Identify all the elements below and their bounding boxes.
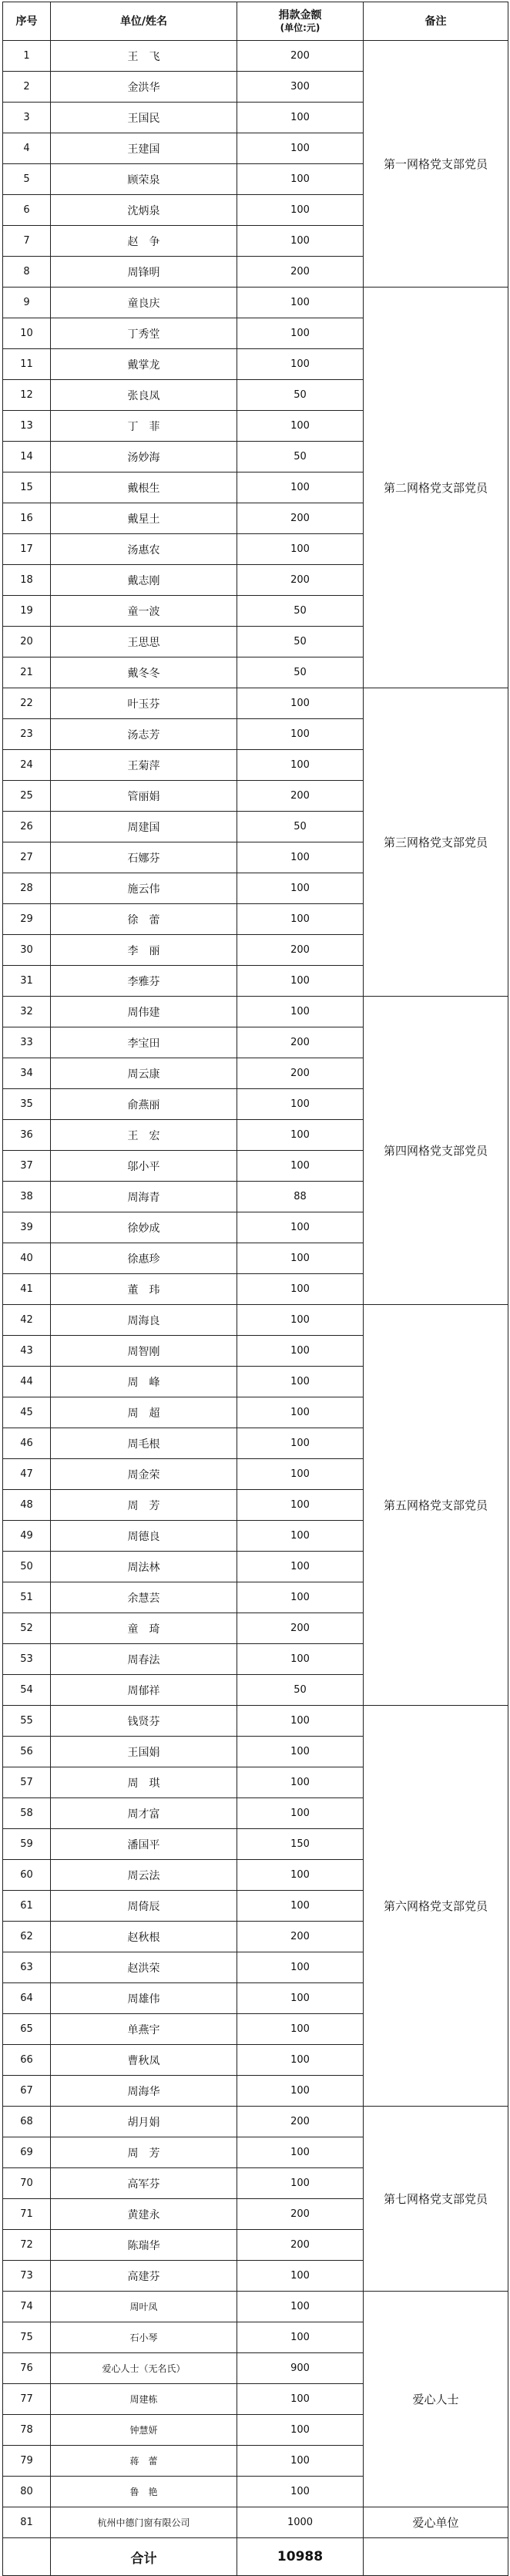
row-index: 36 xyxy=(3,1120,51,1151)
row-amount: 100 xyxy=(237,1983,364,2014)
row-index: 41 xyxy=(3,1274,51,1305)
row-index: 33 xyxy=(3,1027,51,1058)
row-amount: 100 xyxy=(237,1305,364,1336)
row-amount: 100 xyxy=(237,411,364,442)
row-name: 周叶凤 xyxy=(51,2292,237,2322)
table-row xyxy=(3,997,508,1027)
row-index: 37 xyxy=(3,1151,51,1182)
row-name: 徐 蕾 xyxy=(51,904,237,935)
row-name: 李宝田 xyxy=(51,1027,237,1058)
row-amount: 200 xyxy=(237,2230,364,2261)
row-index: 31 xyxy=(3,966,51,997)
row-index: 23 xyxy=(3,719,51,750)
row-index: 71 xyxy=(3,2199,51,2230)
row-index: 43 xyxy=(3,1336,51,1367)
table-row xyxy=(3,1305,508,1336)
row-index: 69 xyxy=(3,2137,51,2168)
row-amount: 100 xyxy=(237,966,364,997)
group-note: 爱心人士 xyxy=(364,2292,508,2507)
table-row xyxy=(3,1706,508,1737)
row-amount: 100 xyxy=(237,2137,364,2168)
row-name: 蒋 蕾 xyxy=(51,2446,237,2477)
row-index: 46 xyxy=(3,1428,51,1459)
row-name: 周海青 xyxy=(51,1182,237,1212)
row-amount: 100 xyxy=(237,873,364,904)
row-index: 35 xyxy=(3,1089,51,1120)
row-amount: 100 xyxy=(237,534,364,565)
row-amount: 100 xyxy=(237,997,364,1027)
row-name: 张良凤 xyxy=(51,380,237,411)
row-index: 8 xyxy=(3,257,51,288)
row-name: 高建芬 xyxy=(51,2261,237,2292)
header-amount-unit: (单位:元) xyxy=(280,22,320,33)
row-index: 51 xyxy=(3,1582,51,1613)
row-name: 李雅芬 xyxy=(51,966,237,997)
row-name: 陈瑞华 xyxy=(51,2230,237,2261)
row-amount: 100 xyxy=(237,1397,364,1428)
row-index: 38 xyxy=(3,1182,51,1212)
row-amount: 200 xyxy=(237,2199,364,2230)
row-amount: 100 xyxy=(237,2292,364,2322)
row-name: 周德良 xyxy=(51,1521,237,1552)
header-amount-label: 捐款金额 xyxy=(278,8,322,22)
row-index: 79 xyxy=(3,2446,51,2477)
row-index: 24 xyxy=(3,750,51,781)
row-amount: 100 xyxy=(237,1490,364,1521)
row-name: 周 芳 xyxy=(51,2137,237,2168)
total-row xyxy=(3,2538,508,2576)
row-name: 王国娟 xyxy=(51,1737,237,1767)
row-name: 顾荣泉 xyxy=(51,164,237,195)
row-name: 丁 菲 xyxy=(51,411,237,442)
row-amount: 100 xyxy=(237,288,364,318)
row-index: 25 xyxy=(3,781,51,812)
row-name: 俞燕丽 xyxy=(51,1089,237,1120)
row-amount: 200 xyxy=(237,1613,364,1644)
row-name: 王 宏 xyxy=(51,1120,237,1151)
row-index: 53 xyxy=(3,1644,51,1675)
row-name: 王思思 xyxy=(51,627,237,657)
row-index: 22 xyxy=(3,688,51,719)
row-name: 周 峰 xyxy=(51,1367,237,1397)
row-index: 40 xyxy=(3,1243,51,1274)
group-note: 第三网格党支部党员 xyxy=(364,688,508,997)
row-name: 汤妙海 xyxy=(51,442,237,472)
row-index: 20 xyxy=(3,627,51,657)
row-amount: 100 xyxy=(237,904,364,935)
row-name: 曹秋凤 xyxy=(51,2045,237,2076)
row-amount: 100 xyxy=(237,1582,364,1613)
row-name: 周海华 xyxy=(51,2076,237,2107)
row-amount: 100 xyxy=(237,2415,364,2446)
row-amount: 100 xyxy=(237,1952,364,1983)
row-index: 7 xyxy=(3,226,51,257)
row-amount: 100 xyxy=(237,2168,364,2199)
group-note: 第一网格党支部党员 xyxy=(364,41,508,288)
row-name: 赵 争 xyxy=(51,226,237,257)
group-note: 爱心单位 xyxy=(364,2507,508,2538)
row-amount: 100 xyxy=(237,2384,364,2415)
table-row xyxy=(3,688,508,719)
row-index: 16 xyxy=(3,503,51,534)
row-amount: 100 xyxy=(237,1336,364,1367)
row-index: 77 xyxy=(3,2384,51,2415)
row-name: 王国民 xyxy=(51,103,237,133)
header-amount xyxy=(237,2,364,41)
row-name: 施云伟 xyxy=(51,873,237,904)
row-name: 戴冬冬 xyxy=(51,657,237,688)
row-index: 76 xyxy=(3,2353,51,2384)
row-index: 68 xyxy=(3,2107,51,2137)
row-name: 周才富 xyxy=(51,1798,237,1829)
row-amount: 100 xyxy=(237,688,364,719)
row-name: 周 超 xyxy=(51,1397,237,1428)
row-amount: 100 xyxy=(237,1706,364,1737)
row-name: 周毛根 xyxy=(51,1428,237,1459)
header-row xyxy=(3,2,508,41)
total-amount: 10988 xyxy=(237,2538,364,2576)
row-name: 戴掌龙 xyxy=(51,349,237,380)
row-name: 石娜芬 xyxy=(51,842,237,873)
row-amount: 200 xyxy=(237,41,364,72)
row-amount: 200 xyxy=(237,935,364,966)
row-index: 34 xyxy=(3,1058,51,1089)
row-amount: 100 xyxy=(237,103,364,133)
row-amount: 100 xyxy=(237,195,364,226)
row-name: 余慧芸 xyxy=(51,1582,237,1613)
row-name: 周雄伟 xyxy=(51,1983,237,2014)
row-name: 董 玮 xyxy=(51,1274,237,1305)
row-name: 钟慧妍 xyxy=(51,2415,237,2446)
row-name: 汤志芳 xyxy=(51,719,237,750)
row-amount: 50 xyxy=(237,380,364,411)
row-index: 26 xyxy=(3,812,51,842)
row-amount: 100 xyxy=(237,133,364,164)
group-note: 第五网格党支部党员 xyxy=(364,1305,508,1706)
row-name: 赵洪荣 xyxy=(51,1952,237,1983)
row-amount: 88 xyxy=(237,1182,364,1212)
row-amount: 200 xyxy=(237,1922,364,1952)
row-amount: 200 xyxy=(237,1058,364,1089)
row-name: 周春法 xyxy=(51,1644,237,1675)
row-amount: 50 xyxy=(237,812,364,842)
row-amount: 100 xyxy=(237,1151,364,1182)
row-amount: 100 xyxy=(237,1367,364,1397)
row-name: 周倚辰 xyxy=(51,1891,237,1922)
row-amount: 100 xyxy=(237,1089,364,1120)
row-index: 72 xyxy=(3,2230,51,2261)
row-amount: 200 xyxy=(237,1027,364,1058)
row-name: 金洪华 xyxy=(51,72,237,103)
table-body xyxy=(3,41,508,2538)
row-index: 74 xyxy=(3,2292,51,2322)
row-index: 64 xyxy=(3,1983,51,2014)
row-name: 胡月娟 xyxy=(51,2107,237,2137)
row-index: 9 xyxy=(3,288,51,318)
row-name: 周郁祥 xyxy=(51,1675,237,1706)
row-amount: 100 xyxy=(237,2477,364,2507)
row-index: 54 xyxy=(3,1675,51,1706)
row-index: 70 xyxy=(3,2168,51,2199)
row-name: 戴志刚 xyxy=(51,565,237,596)
row-index: 58 xyxy=(3,1798,51,1829)
row-name: 鲁 艳 xyxy=(51,2477,237,2507)
row-name: 石小琴 xyxy=(51,2322,237,2353)
table-row xyxy=(3,2507,508,2538)
row-amount: 100 xyxy=(237,1212,364,1243)
row-name: 周智刚 xyxy=(51,1336,237,1367)
total-label: 合计 xyxy=(51,2538,237,2576)
row-amount: 100 xyxy=(237,2322,364,2353)
row-index: 28 xyxy=(3,873,51,904)
row-amount: 100 xyxy=(237,1644,364,1675)
row-index: 49 xyxy=(3,1521,51,1552)
row-name: 周伟建 xyxy=(51,997,237,1027)
row-name: 周 琪 xyxy=(51,1767,237,1798)
row-amount: 100 xyxy=(237,2076,364,2107)
row-index: 10 xyxy=(3,318,51,349)
row-amount: 100 xyxy=(237,719,364,750)
row-index: 65 xyxy=(3,2014,51,2045)
row-name: 徐惠珍 xyxy=(51,1243,237,1274)
row-name: 李 丽 xyxy=(51,935,237,966)
row-index: 42 xyxy=(3,1305,51,1336)
row-index: 56 xyxy=(3,1737,51,1767)
row-name: 周海良 xyxy=(51,1305,237,1336)
row-amount: 100 xyxy=(237,1274,364,1305)
row-amount: 100 xyxy=(237,2261,364,2292)
row-amount: 300 xyxy=(237,72,364,103)
row-index: 66 xyxy=(3,2045,51,2076)
row-index: 15 xyxy=(3,472,51,503)
row-name: 爱心人士（无名氏） xyxy=(51,2353,237,2384)
row-index: 81 xyxy=(3,2507,51,2538)
row-amount: 100 xyxy=(237,349,364,380)
row-name: 潘国平 xyxy=(51,1829,237,1860)
row-name: 周建国 xyxy=(51,812,237,842)
row-amount: 100 xyxy=(237,164,364,195)
row-name: 周锋明 xyxy=(51,257,237,288)
row-name: 童一波 xyxy=(51,596,237,627)
row-name: 钱贤芬 xyxy=(51,1706,237,1737)
row-amount: 100 xyxy=(237,1767,364,1798)
row-index: 45 xyxy=(3,1397,51,1428)
row-index: 1 xyxy=(3,41,51,72)
row-index: 32 xyxy=(3,997,51,1027)
row-amount: 150 xyxy=(237,1829,364,1860)
table-row xyxy=(3,288,508,318)
row-name: 周建栋 xyxy=(51,2384,237,2415)
row-name: 赵秋根 xyxy=(51,1922,237,1952)
header-index: 序号 xyxy=(3,2,51,41)
row-amount: 50 xyxy=(237,442,364,472)
row-index: 6 xyxy=(3,195,51,226)
row-index: 78 xyxy=(3,2415,51,2446)
table-row xyxy=(3,2107,508,2137)
row-name: 单燕宇 xyxy=(51,2014,237,2045)
total-index xyxy=(3,2538,51,2576)
group-note: 第二网格党支部党员 xyxy=(364,288,508,688)
total-note xyxy=(364,2538,508,2576)
row-index: 44 xyxy=(3,1367,51,1397)
row-name: 周云康 xyxy=(51,1058,237,1089)
row-amount: 200 xyxy=(237,503,364,534)
row-index: 61 xyxy=(3,1891,51,1922)
row-amount: 50 xyxy=(237,596,364,627)
row-amount: 100 xyxy=(237,1521,364,1552)
row-amount: 1000 xyxy=(237,2507,364,2538)
row-index: 30 xyxy=(3,935,51,966)
table-row xyxy=(3,2292,508,2322)
row-amount: 200 xyxy=(237,257,364,288)
row-amount: 200 xyxy=(237,2107,364,2137)
row-amount: 100 xyxy=(237,2014,364,2045)
row-amount: 50 xyxy=(237,1675,364,1706)
row-name: 黄建永 xyxy=(51,2199,237,2230)
row-amount: 50 xyxy=(237,627,364,657)
row-index: 3 xyxy=(3,103,51,133)
row-index: 14 xyxy=(3,442,51,472)
row-amount: 100 xyxy=(237,1552,364,1582)
row-index: 63 xyxy=(3,1952,51,1983)
row-index: 11 xyxy=(3,349,51,380)
row-index: 73 xyxy=(3,2261,51,2292)
row-name: 徐妙成 xyxy=(51,1212,237,1243)
row-amount: 100 xyxy=(237,1737,364,1767)
row-index: 17 xyxy=(3,534,51,565)
row-amount: 100 xyxy=(237,226,364,257)
row-name: 周 芳 xyxy=(51,1490,237,1521)
row-index: 60 xyxy=(3,1860,51,1891)
row-amount: 100 xyxy=(237,1243,364,1274)
row-index: 67 xyxy=(3,2076,51,2107)
row-index: 12 xyxy=(3,380,51,411)
row-name: 叶玉芬 xyxy=(51,688,237,719)
row-amount: 100 xyxy=(237,750,364,781)
row-index: 50 xyxy=(3,1552,51,1582)
row-index: 75 xyxy=(3,2322,51,2353)
row-amount: 100 xyxy=(237,318,364,349)
row-name: 王建国 xyxy=(51,133,237,164)
row-name: 周法林 xyxy=(51,1552,237,1582)
row-name: 周金荣 xyxy=(51,1459,237,1490)
row-index: 39 xyxy=(3,1212,51,1243)
group-note: 第四网格党支部党员 xyxy=(364,997,508,1305)
row-index: 18 xyxy=(3,565,51,596)
group-note: 第六网格党支部党员 xyxy=(364,1706,508,2107)
row-amount: 50 xyxy=(237,657,364,688)
row-amount: 100 xyxy=(237,1459,364,1490)
header-name: 单位/姓名 xyxy=(51,2,237,41)
row-amount: 100 xyxy=(237,1120,364,1151)
row-amount: 100 xyxy=(237,1798,364,1829)
row-name: 童良庆 xyxy=(51,288,237,318)
row-index: 2 xyxy=(3,72,51,103)
header-note: 备注 xyxy=(364,2,508,41)
row-amount: 200 xyxy=(237,565,364,596)
row-name: 戴星土 xyxy=(51,503,237,534)
row-name: 戴根生 xyxy=(51,472,237,503)
row-index: 21 xyxy=(3,657,51,688)
row-index: 52 xyxy=(3,1613,51,1644)
row-index: 48 xyxy=(3,1490,51,1521)
row-amount: 100 xyxy=(237,472,364,503)
row-name: 王 飞 xyxy=(51,41,237,72)
row-index: 47 xyxy=(3,1459,51,1490)
row-amount: 100 xyxy=(237,1891,364,1922)
row-amount: 100 xyxy=(237,842,364,873)
row-index: 57 xyxy=(3,1767,51,1798)
row-amount: 100 xyxy=(237,1860,364,1891)
row-name: 王菊萍 xyxy=(51,750,237,781)
row-amount: 100 xyxy=(237,1428,364,1459)
table-row xyxy=(3,41,508,72)
row-index: 55 xyxy=(3,1706,51,1737)
row-amount: 100 xyxy=(237,2446,364,2477)
row-index: 29 xyxy=(3,904,51,935)
row-index: 19 xyxy=(3,596,51,627)
row-name: 丁秀堂 xyxy=(51,318,237,349)
row-name: 高军芬 xyxy=(51,2168,237,2199)
row-index: 5 xyxy=(3,164,51,195)
donation-table xyxy=(2,2,508,2576)
row-name: 管丽娟 xyxy=(51,781,237,812)
row-index: 62 xyxy=(3,1922,51,1952)
row-amount: 900 xyxy=(237,2353,364,2384)
row-amount: 200 xyxy=(237,781,364,812)
row-index: 27 xyxy=(3,842,51,873)
row-index: 13 xyxy=(3,411,51,442)
row-index: 80 xyxy=(3,2477,51,2507)
row-name: 周云法 xyxy=(51,1860,237,1891)
row-name: 童 琦 xyxy=(51,1613,237,1644)
row-index: 59 xyxy=(3,1829,51,1860)
row-name: 邬小平 xyxy=(51,1151,237,1182)
row-index: 4 xyxy=(3,133,51,164)
row-name: 汤惠农 xyxy=(51,534,237,565)
row-name: 沈炳泉 xyxy=(51,195,237,226)
row-name: 杭州中德门窗有限公司 xyxy=(51,2507,237,2538)
row-amount: 100 xyxy=(237,2045,364,2076)
group-note: 第七网格党支部党员 xyxy=(364,2107,508,2292)
